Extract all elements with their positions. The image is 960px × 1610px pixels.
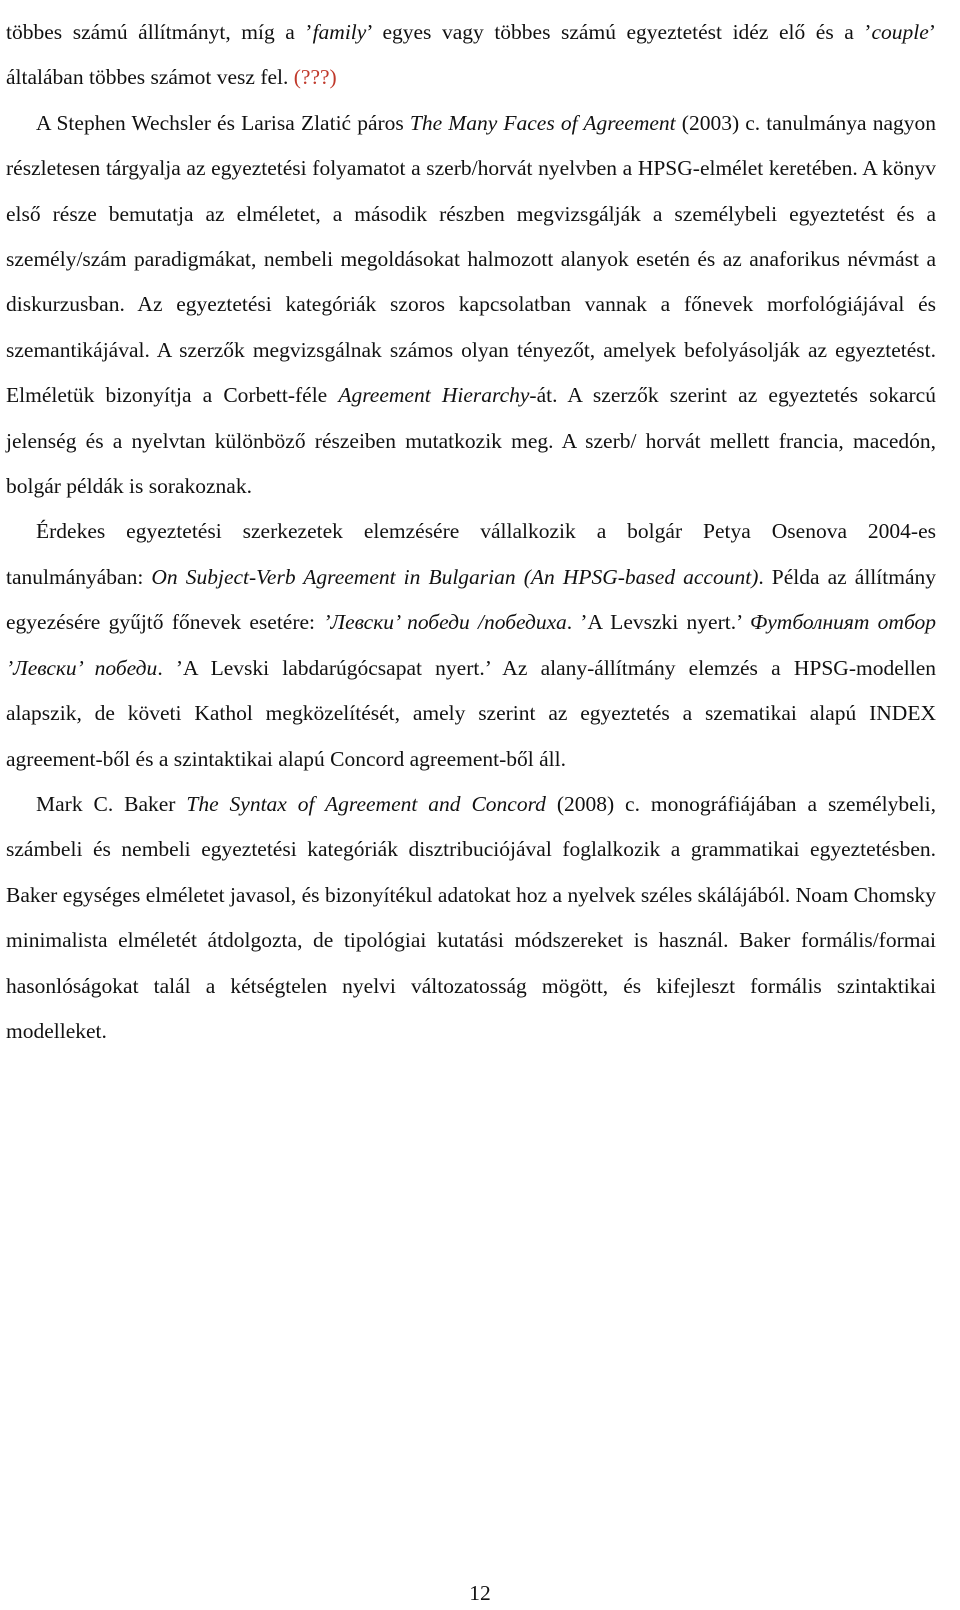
- text-run: Érdekes egyeztetési szerkezetek elemzésére vállalkozik a bolgár Petya Osenova 2004-es tanulmányában:: [6, 519, 936, 589]
- text-run: A Stephen Wechsler és Larisa Zlatić páros: [36, 110, 410, 135]
- text-run: -át. A szerzők szerint az egyeztetés sokarcú jelenség és a nyelvtan különböző részeiben mutatkozik meg. A szerb/ horvát mellett francia, macedón, bolgár példák is sorakoznak.: [6, 383, 936, 499]
- text-run: (2008) c. monográfiájában a személybeli, számbeli és nembeli egyeztetési kategóriák disztribuciójával foglalkozik a grammatikai egyeztetésben. Baker egységes elméletet javasol, és bizonyítékul adatokat hoz a nyelvek széles skálájából. Noam Chomsky minimalista elméletét átdolgozta, de tipológiai kutatási módszereket is használ. Baker formális/formai hasonlóságokat talál a kétségtelen nyelvi változatosság mögött, és kifejleszt formális szintaktikai modelleket.: [6, 791, 936, 1043]
- paragraph-continuation: [6, 10, 936, 101]
- italic-text: couple: [871, 20, 929, 44]
- italic-text: family: [312, 20, 367, 44]
- paragraph-baker: [6, 782, 936, 1054]
- italic-text: On Subject-Verb Agreement in Bulgarian (An HPSG-based account): [151, 564, 759, 589]
- text-run: . ’A Levski labdarúgócsapat nyert.’ Az alany-állítmány elemzés a HPSG-modellen alapszik, de követi Kathol megközelítését, amely szerint az egyeztetés a szematikai alapú INDEX agreement-ből és a szintaktikai alapú Concord agreement-ből áll.: [6, 655, 936, 771]
- italic-text: The Many Faces of Agreement: [409, 110, 676, 135]
- text-run: többes számú állítmányt, míg a ’: [6, 20, 313, 44]
- document-body: [6, 10, 936, 1054]
- italic-text: The Syntax of Agreement and Concord: [186, 791, 546, 816]
- text-run: Mark C. Baker: [36, 791, 187, 816]
- italic-text: Футболният отбор ’Левски’ победи: [6, 610, 936, 680]
- text-run: . Példa az állítmány egyezésére gyűjtő főnevek esetére:: [6, 564, 936, 635]
- italic-text: Agreement Hierarchy: [338, 383, 530, 408]
- page-number: 12: [469, 1581, 491, 1605]
- paragraph-osenova: [6, 509, 936, 781]
- text-run: (???): [293, 65, 337, 90]
- text-run: (2003) c. tanulmánya nagyon részletesen tárgyalja az egyeztetési folyamatot a szerb/horvát nyelvben a HPSG-elmélet keretében. A könyv első része bemutatja az elméletet, a második részben megvizsgálják a személybeli egyeztetést és a személy/szám paradigmákat, nembeli megoldásokat halmozott alanyok esetén és az anaforikus névmást a diskurzusban. Az egyeztetési kategóriák szoros kapcsolatban vannak a főnevek morfológiájával és szemantikájával. A szerzők megvizsgálnak számos olyan tényezőt, amelyek befolyásolják az egyeztetést. Elméletük bizonyítja a Corbett-féle: [6, 110, 937, 408]
- text-run: ’ egyes vagy többes számú egyeztetést idéz elő és a ’: [366, 20, 872, 44]
- paragraph-wechsler-zlatic: [6, 101, 936, 510]
- italic-text: ’Левски’ победи /победиха: [323, 610, 567, 635]
- text-run: . ’A Levszki nyert.’: [566, 610, 750, 635]
- text-run: ’ általában többes számot vesz fel.: [6, 20, 936, 90]
